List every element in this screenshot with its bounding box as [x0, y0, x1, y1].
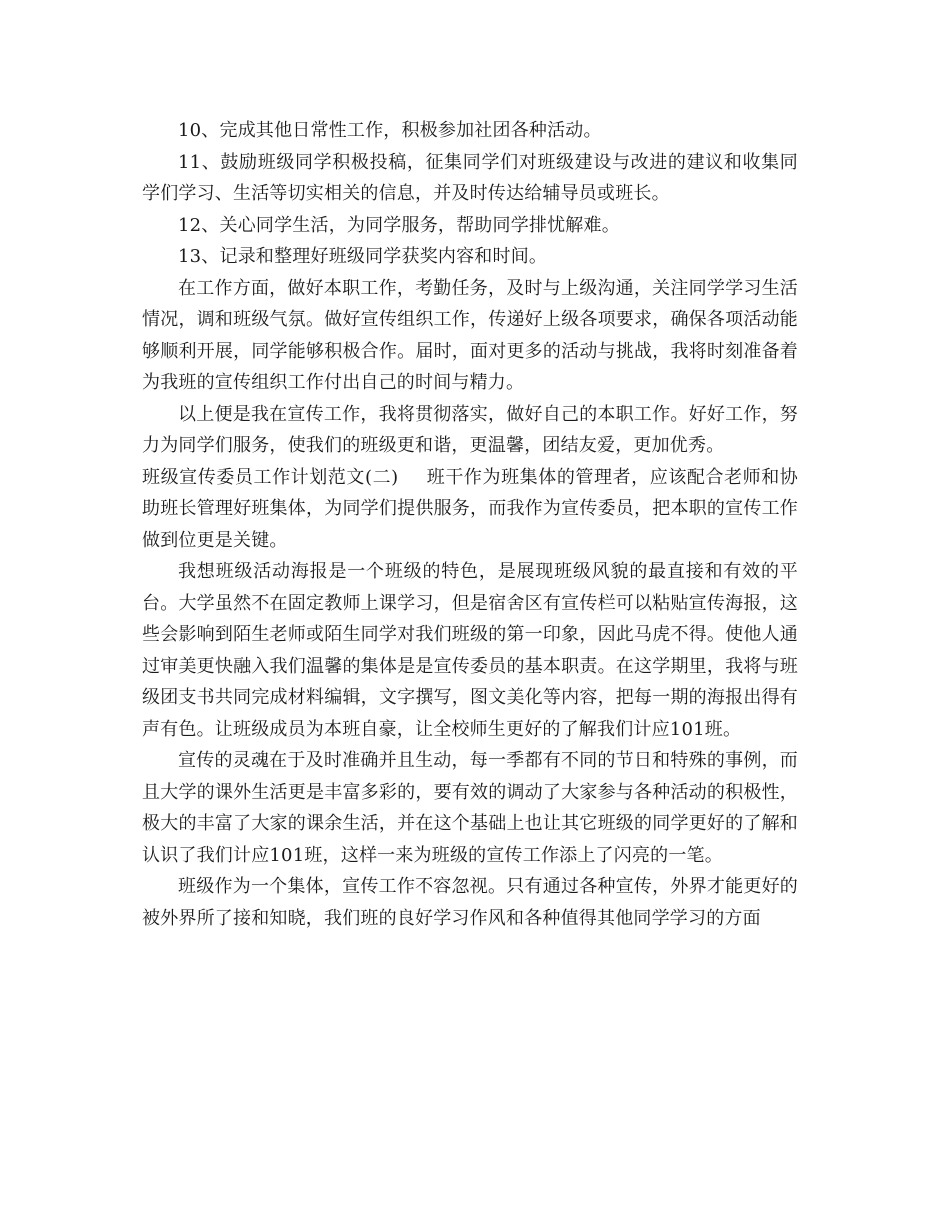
paragraph-poster: 我想班级活动海报是一个班级的特色，是展现班级风貌的最直接和有效的平台。大学虽然不在固定教师上课学习，但是宿舍区有宣传栏可以粘贴宣传海报，这些会影响到陌生老师或陌生同学对我们班级的第一印象，因此马虎不得。使他人通过审美更快融入我们温馨的集体是是宣传委员的基本职责。在这学期里，我将与班级团支书共同完成材料编辑，文字撰写，图文美化等内容，把每一期的海报出得有声有色。让班级成员为本班自豪，让全校师生更好的了解我们计应101班。	[142, 561, 798, 740]
paragraph-soul-of-publicity: 宣传的灵魂在于及时准确并且生动，每一季都有不同的节日和特殊的事例，而且大学的课外生活更是丰富多彩的，要有效的调动了大家参与各种活动的积极性，极大的丰富了大家的课余生活，并在这个基础上也让其它班级的同学更好的了解和认识了我们计应101班，这样一来为班级的宣传工作添上了闪亮的一笔。	[142, 750, 798, 866]
paragraph-summary: 以上便是我在宣传工作，我将贯彻落实，做好自己的本职工作。好好工作，努力为同学们服务，使我们的班级更和谐，更温馨，团结友爱，更加优秀。	[142, 403, 798, 456]
paragraph-item-13: 13、记录和整理好班级同学获奖内容和时间。	[178, 246, 548, 267]
paragraph-item-10: 10、完成其他日常性工作，积极参加社团各种活动。	[178, 120, 602, 141]
paragraph-item-11: 11、鼓励班级同学积极投稿，征集同学们对班级建设与改进的建议和收集同学们学习、生活等切实相关的信息，并及时传达给辅导员或班长。	[142, 151, 798, 204]
section-title: 班级宣传委员工作计划范文(二)	[142, 466, 399, 488]
document-body	[142, 115, 798, 934]
paragraph-class-collective: 班级作为一个集体，宣传工作不容忽视。只有通过各种宣传，外界才能更好的被外界所了接和知晓，我们班的良好学习作风和各种值得其他同学学习的方面	[142, 876, 798, 929]
section-two	[142, 462, 798, 557]
paragraph-work-aspects: 在工作方面，做好本职工作，考勤任务，及时与上级沟通，关注同学学习生活情况，调和班级气氛。做好宣传组织工作，传递好上级各项要求，确保各项活动能够顺利开展，同学能够积极合作。届时，面对更多的活动与挑战，我将时刻准备着为我班的宣传组织工作付出自己的时间与精力。	[142, 277, 798, 393]
paragraph-item-12: 12、关心同学生活，为同学服务，帮助同学排忧解难。	[178, 214, 620, 236]
section-intro: 班干作为班集体的管理者，应该配合老师和协助班长管理好班集体，为同学们提供服务，而我作为宣传委员，把本职的宣传工作做到位更是关键。	[142, 466, 799, 551]
